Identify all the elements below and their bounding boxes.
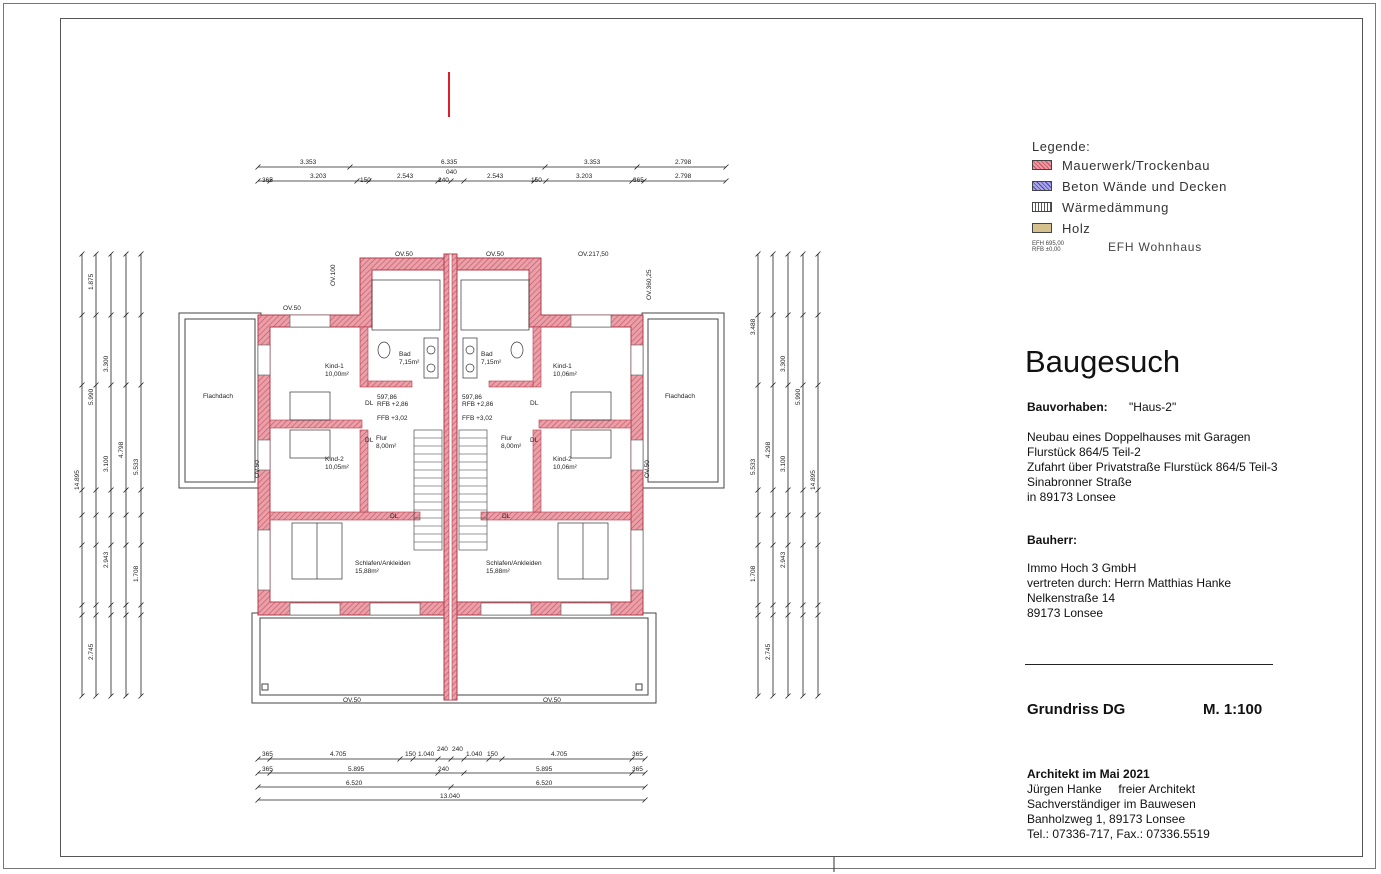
ov-label-9: OV.50: [254, 460, 261, 478]
bottom-dim-1: 365: [262, 751, 273, 758]
bottom-dim-8: 150: [487, 751, 498, 758]
top-dim2-2: 3.203: [310, 173, 327, 180]
top-dim2-5: 240: [438, 177, 449, 184]
level-left-b: RFB +2,86: [377, 401, 409, 408]
room-bad-right-area: 7,15m²: [481, 359, 502, 366]
room-kind2-left-area: 10,05m²: [325, 464, 349, 471]
description-line: Flurstück 864/5 Teil-2: [1027, 445, 1141, 459]
left-dim-3: 5.533: [133, 458, 140, 475]
ov-label-10: OV.50: [644, 460, 651, 478]
bottom-dim3-2: 6.520: [536, 780, 553, 787]
architect-line: Tel.: 07336-717, Fax.: 07336.5519: [1027, 827, 1210, 841]
room-flur-left-area: 8,00m²: [376, 443, 397, 450]
room-bad-left-area: 7,15m²: [399, 359, 420, 366]
right-dim-1: 5.533: [750, 458, 757, 475]
top-dim2-7: 150: [531, 177, 542, 184]
right-dim-8: 2.943: [780, 551, 787, 568]
architect-heading: Architekt im Mai 2021: [1027, 767, 1150, 781]
top-dim2-1: 365: [262, 177, 273, 184]
legend-label-holz: Holz: [1062, 220, 1091, 236]
legend: [1032, 139, 1292, 254]
efh-level-marker: [1032, 241, 1108, 253]
legend-row-holz: [1032, 218, 1292, 238]
efh-level-2: RFB ±0,00: [1032, 247, 1061, 253]
dl-label-5: DL: [390, 513, 399, 520]
bottom-dim2-1: 365: [262, 766, 273, 773]
dl-label-2: DL: [530, 400, 539, 407]
flachdach-left-label: Flachdach: [203, 393, 233, 400]
top-dim2-4: 2.543: [397, 173, 414, 180]
waerme-swatch: [1032, 202, 1052, 212]
bottom-dim2-3: 240: [438, 766, 449, 773]
description-line: in 89173 Lonsee: [1027, 490, 1116, 504]
right-dim-2: 4.298: [765, 441, 772, 458]
drawing-name: Grundriss DG: [1027, 701, 1126, 718]
ov-label-2: OV.50: [486, 251, 504, 258]
left-dim-8: 1.708: [133, 565, 140, 582]
left-dim-6: 3.100: [103, 455, 110, 472]
top-dim2-6: 2.543: [487, 173, 504, 180]
description-line: Sinabronner Straße: [1027, 475, 1132, 489]
bottom-dim-6: 240: [452, 746, 463, 753]
room-kind1-left: Kind-1: [325, 363, 344, 370]
bottom-dim-2: 4.705: [330, 751, 347, 758]
ov-label-7: OV.100: [330, 264, 337, 286]
top-dim2-8: 3.203: [576, 173, 593, 180]
bauherr-line: Nelkenstraße 14: [1027, 591, 1116, 605]
room-kind2-left: Kind-2: [325, 456, 344, 463]
level-left-a: 597,86: [377, 394, 397, 401]
legend-label-beton: Beton Wände und Decken: [1062, 178, 1227, 194]
top-dim2-10: 2.798: [675, 173, 692, 180]
right-dim-5: 3.488: [750, 318, 757, 335]
ov-label-1: OV.50: [395, 251, 413, 258]
room-kind1-right: Kind-1: [553, 363, 572, 370]
title-block-divider: [1025, 664, 1273, 665]
dl-label-3: DL: [365, 437, 374, 444]
flachdach-right-label: Flachdach: [665, 393, 695, 400]
left-dim-total: 14.895: [74, 470, 81, 490]
beton-swatch: [1032, 181, 1052, 191]
description-line: Zufahrt über Privatstraße Flurstück 864/5 Teil-3: [1027, 460, 1278, 474]
holz-swatch: [1032, 223, 1052, 233]
room-flur-right-area: 8,00m²: [501, 443, 522, 450]
top-dim-mid: 040: [446, 169, 457, 176]
room-flur-right: Flur: [501, 435, 513, 442]
bauherr-line: Immo Hoch 3 GmbH: [1027, 561, 1137, 575]
sheet-title: Baugesuch: [1025, 344, 1181, 379]
bauvorhaben-label: Bauvorhaben:: [1027, 400, 1108, 414]
bauherr-details: [1027, 561, 1231, 621]
right-dim-6: 3.300: [780, 355, 787, 372]
bottom-dim-5: 240: [437, 746, 448, 753]
description-line: Neubau eines Doppelhauses mit Garagen: [1027, 430, 1251, 444]
right-dim-10: 2.745: [765, 643, 772, 660]
architect-line: Banholzweg 1, 89173 Lonsee: [1027, 812, 1186, 826]
room-kind1-right-area: 10,06m²: [553, 371, 577, 378]
left-dim-4: 1.875: [88, 273, 95, 290]
left-dim-9: 2.745: [88, 643, 95, 660]
level-left-c: FFB +3,02: [377, 415, 408, 422]
bauherr-label: Bauherr:: [1027, 533, 1078, 547]
level-right-b: RFB +2,86: [462, 401, 494, 408]
left-dim-1: 5.990: [88, 388, 95, 405]
top-dim-3: 3.353: [584, 159, 601, 166]
legend-row-efh: [1032, 240, 1292, 254]
top-dim-1: 3.353: [300, 159, 317, 166]
dl-label-4: DL: [530, 437, 539, 444]
project-description: [1027, 430, 1278, 505]
bottom-dim-7: 1.040: [466, 751, 483, 758]
legend-label-waerme: Wärmedämmung: [1062, 199, 1169, 215]
level-right-c: FFB +3,02: [462, 415, 493, 422]
right-dim-7: 3.100: [780, 455, 787, 472]
ov-label-6: OV.50: [543, 697, 561, 704]
legend-row-mauerwerk: [1032, 155, 1292, 175]
mauerwerk-swatch: [1032, 160, 1052, 170]
bottom-dim3-1: 6.520: [346, 780, 363, 787]
architect-line: Jürgen Hanke freier Architekt: [1027, 782, 1196, 796]
right-dim-total: 14.895: [810, 470, 817, 490]
ov-label-3: OV.50: [283, 305, 301, 312]
efh-label: EFH Wohnhaus: [1108, 240, 1203, 254]
bauvorhaben-value: "Haus-2": [1129, 400, 1177, 414]
room-schlafen-right-area: 15,88m²: [486, 568, 510, 575]
left-dim-2: 4.798: [118, 441, 125, 458]
bottom-dim2-4: 5.895: [536, 766, 553, 773]
legend-label-mauerwerk: Mauerwerk/Trockenbau: [1062, 157, 1211, 173]
bauherr-line: vertreten durch: Herrn Matthias Hanke: [1027, 576, 1232, 590]
room-schlafen-left-area: 15,88m²: [355, 568, 379, 575]
drawing-scale: M. 1:100: [1203, 701, 1263, 718]
room-kind1-left-area: 10,00m²: [325, 371, 349, 378]
room-bad-left: Bad: [399, 351, 411, 358]
bauvorhaben: [1027, 400, 1176, 415]
top-dim2-9: 365: [633, 177, 644, 184]
legend-title: Legende:: [1032, 139, 1091, 154]
bottom-dim-4: 1.040: [418, 751, 435, 758]
dl-label-6: DL: [502, 513, 511, 520]
right-dim-9: 1.708: [750, 565, 757, 582]
room-kind2-right-area: 10,06m²: [553, 464, 577, 471]
room-schlafen-right: Schlafen/Ankleiden: [486, 560, 542, 567]
ov-label-8: OV.360,25: [646, 269, 653, 300]
bottom-dim-10: 365: [632, 751, 643, 758]
ov-label-4: OV.217,50: [578, 251, 609, 258]
room-bad-right: Bad: [481, 351, 493, 358]
right-dim-3: 5.990: [795, 388, 802, 405]
bottom-dim-total: 13.040: [440, 793, 460, 800]
architect-line: Sachverständiger im Bauwesen: [1027, 797, 1196, 811]
room-kind2-right: Kind-2: [553, 456, 572, 463]
legend-row-waerme: [1032, 197, 1292, 217]
architect-block: [1027, 767, 1210, 842]
top-dim2-3: 150: [360, 177, 371, 184]
bottom-dim2-5: 365: [632, 766, 643, 773]
ov-label-5: OV.50: [343, 697, 361, 704]
bauherr-line: 89173 Lonsee: [1027, 606, 1104, 620]
dl-label-1: DL: [365, 400, 374, 407]
bottom-dim2-2: 5.895: [348, 766, 365, 773]
efh-level-1: EFH 695,00: [1032, 241, 1065, 247]
left-dim-5: 3.300: [103, 355, 110, 372]
bottom-dim-3: 150: [405, 751, 416, 758]
top-dim-4: 2.798: [675, 159, 692, 166]
level-right-a: 597,86: [462, 394, 482, 401]
left-dim-7: 2.943: [103, 551, 110, 568]
room-schlafen-left: Schlafen/Ankleiden: [355, 560, 411, 567]
bottom-dim-9: 4.705: [551, 751, 568, 758]
legend-row-beton: [1032, 176, 1292, 196]
room-flur-left: Flur: [376, 435, 388, 442]
top-dim-2: 6.335: [441, 159, 458, 166]
